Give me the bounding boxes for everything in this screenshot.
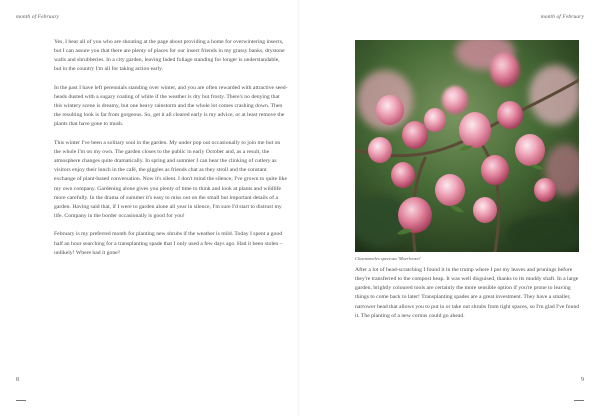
right-body-text [355, 266, 585, 321]
page-number: 9 [581, 377, 584, 383]
flower-photo-illustration [355, 40, 579, 252]
paragraph: This winter I've been a solitary soul in the garden. My under pop out occasionally to join me but on the whole I'm on my own. The garden closes to the public in early October and, as a result, the atmosphere changes quite dramatically. In spring and summer I can hear the clinking of cutlery as visitors enjoy their lunch in the café, the giggles as friends chat as they stroll and the constant exchange of plant-based conversation. Now it's silent. I don't mind the silence; I've grown to quite like my own company. Gardening alone gives you plenty of time to think and look at plants and wildlife more carefully. In the drama of summer it's easy to miss out on the small but important details of a garden. Having said that, if I were to garden alone all year in silence, I'm sure I'd start to distrust my life. Company in the border occasionally is good for you! [54, 139, 288, 220]
footer-rule [16, 400, 26, 401]
running-head: month of February [540, 14, 584, 20]
photo-caption: Chaenomeles speciosa 'Moerloosei' [355, 256, 421, 261]
left-body-text [54, 38, 288, 267]
paragraph: Yes, I hear all of you who are shouting at the page about providing a home for overwintering insects, but I can assure you that there are plenty of places for our insect friends in my grassy banks, drystone walls and shrubberies. In a city garden, leaving faded foliage standing for longer is understandable, but in the country I'm all for taking action early. [54, 39, 285, 73]
right-page [300, 0, 600, 416]
paragraph: After a lot of head-scratching I found it in the trump where I put my leaves and prunings before they're transferred to the compost heap. It was well disguised, thanks to its muddy shaft. In a large garden, brightly coloured tools are certainly the more sensible option if you're prone to leaving things to come back to later! Transplanting spades are a great investment. They have a smaller, narrower head that allows you to put in or take out shrubs from tight spaces, so I'm glad I've found it. The planting of a new cornus could go ahead. [355, 267, 580, 319]
running-head: month of February [16, 14, 60, 20]
paragraph: In the past I have left perennials standing over winter, and you are often rewarded with attractive seed-heads dusted with a sugary coating of white if the weather is dry but frosty. There's no denying that this wintery scene is dreamy, but one heavy rainstorm and the whole lot comes crashing down. Then the resulting look is far from gorgeous. So, get it all cleared early is my advice, or at least remove the plants that have gone to mush. [54, 84, 288, 128]
paragraph: February is my preferred month for planting new shrubs if the weather is mild. Today I spent a good half an hour searching for a transplanting spade that I only used a few days ago. Had it been stolen – unlikely! Where had it gone? [54, 231, 283, 256]
flower-photo [355, 40, 579, 252]
page-number: 8 [16, 377, 19, 383]
footer-rule [574, 400, 584, 401]
